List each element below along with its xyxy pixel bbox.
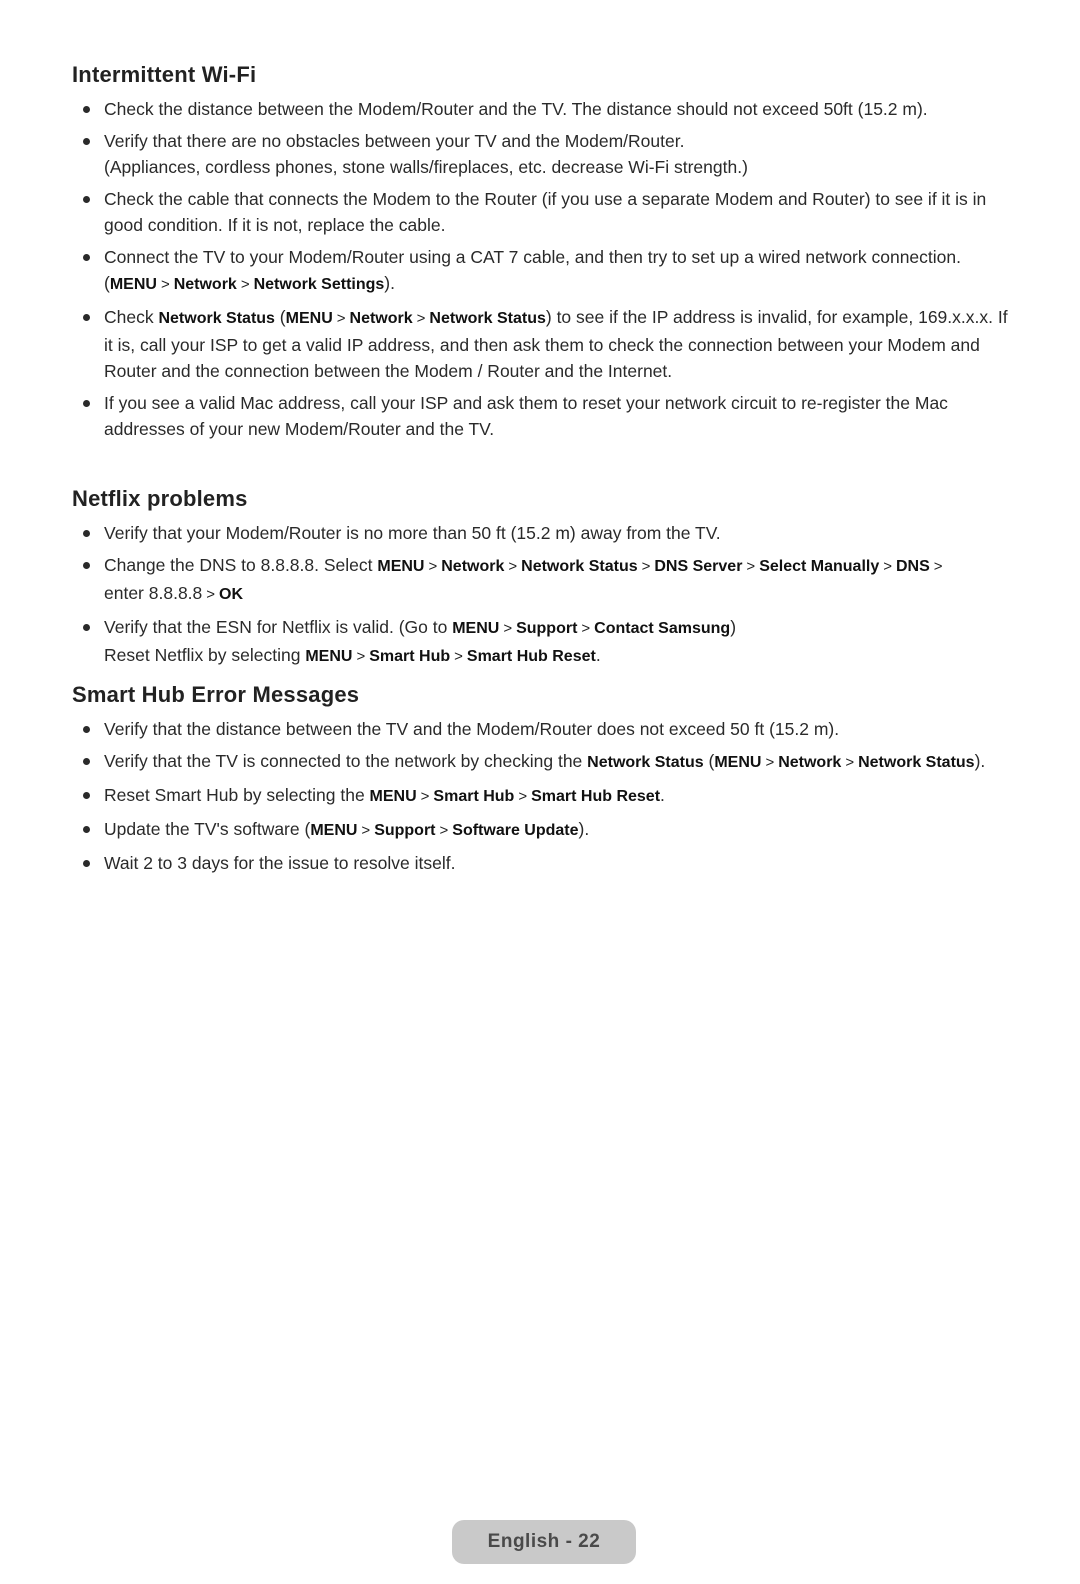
chevron-right-icon: > xyxy=(439,822,449,839)
bullet-dot-icon xyxy=(83,314,90,321)
bullet-dot-icon xyxy=(83,792,90,799)
list-item: If you see a valid Mac address, call your ISP and ask them to reset your network circuit to re-register the Mac addresses of your new Modem/Router and the TV. xyxy=(72,390,1012,442)
list-item: Update the TV's software (MENU > Support > Software Update). xyxy=(72,816,1012,844)
chevron-right-icon: > xyxy=(845,754,855,771)
bullet-dot-icon xyxy=(83,860,90,867)
chevron-right-icon: > xyxy=(206,586,216,603)
menu-path-item: MENU xyxy=(285,310,333,327)
bullet-dot-icon xyxy=(83,826,90,833)
menu-path-item: Smart Hub Reset xyxy=(466,648,596,665)
heading-smart-hub-errors: Smart Hub Error Messages xyxy=(72,682,360,707)
menu-path-item: Network Status xyxy=(429,310,546,327)
menu-path-item: Network xyxy=(173,276,237,293)
heading-intermittent-wifi: Intermittent Wi-Fi xyxy=(72,62,257,87)
menu-path-item: Support xyxy=(516,620,578,637)
menu-path-item: MENU xyxy=(377,558,425,575)
menu-path-item: MENU xyxy=(310,822,358,839)
chevron-right-icon: > xyxy=(356,648,366,665)
smarthub-bullet-list xyxy=(72,716,1012,876)
chevron-right-icon: > xyxy=(428,558,438,575)
list-item: Verify that your Modem/Router is no more than 50 ft (15.2 m) away from the TV. xyxy=(72,520,1012,546)
menu-path-item: MENU xyxy=(369,788,417,805)
bullet-dot-icon xyxy=(83,530,90,537)
bullet-dot-icon xyxy=(83,196,90,203)
menu-path-item: MENU xyxy=(305,648,353,665)
menu-path-item: Network Status xyxy=(521,558,638,575)
chevron-right-icon: > xyxy=(503,620,513,637)
menu-path-item: DNS Server xyxy=(654,558,743,575)
list-item: Check the cable that connects the Modem to the Router (if you use a separate Modem and Router) to see if it is in good condition. If it is not, replace the cable. xyxy=(72,186,1012,238)
heading-netflix-problems: Netflix problems xyxy=(72,486,248,511)
chevron-right-icon: > xyxy=(765,754,775,771)
menu-path-item: Network Settings xyxy=(253,276,385,293)
page-number-badge xyxy=(452,1520,636,1564)
bullet-dot-icon xyxy=(83,106,90,113)
chevron-right-icon: > xyxy=(416,310,426,327)
menu-path-item: Software Update xyxy=(452,822,579,839)
list-item: Check the distance between the Modem/Router and the TV. The distance should not exceed 50ft (15.2 m). xyxy=(72,96,1012,122)
menu-path-item: MENU xyxy=(452,620,500,637)
chevron-right-icon: > xyxy=(641,558,651,575)
menu-path-item: OK xyxy=(219,586,244,603)
chevron-right-icon: > xyxy=(420,788,430,805)
page-number-label: English - 22 xyxy=(487,1531,601,1552)
chevron-right-icon: > xyxy=(240,276,250,293)
chevron-right-icon: > xyxy=(746,558,756,575)
list-item: Check Network Status (MENU > Network > Network Status) to see if the IP address is invalid, for example, 169.x.x.x. If it is, call your ISP to get a valid IP address, and then ask them to check the connection between your Modem and Router and the connection between the Modem / Router and the Internet. xyxy=(72,304,1012,384)
bullet-dot-icon xyxy=(83,624,90,631)
chevron-right-icon: > xyxy=(454,648,463,665)
menu-path-item: Network Status xyxy=(158,310,275,327)
chevron-right-icon: > xyxy=(883,558,892,575)
menu-path-item: Smart Hub xyxy=(369,648,451,665)
bullet-dot-icon xyxy=(83,562,90,569)
menu-path-item: Smart Hub Reset xyxy=(531,788,661,805)
netflix-bullet-list xyxy=(72,520,1012,670)
menu-path-item: Network xyxy=(349,310,413,327)
section-smart-hub-errors xyxy=(72,680,1012,876)
chevron-right-icon: > xyxy=(933,558,943,575)
wifi-bullet-list xyxy=(72,96,1012,442)
list-item: Change the DNS to 8.8.8.8. Select MENU > Network > Network Status > DNS Server > Select Manually > DNS > enter 8.8.8.8 > OK xyxy=(72,552,1012,608)
list-item: Verify that the TV is connected to the network by checking the Network Status (MENU > Network > Network Status). xyxy=(72,748,1012,776)
menu-path-item: Select Manually xyxy=(759,558,880,575)
bullet-dot-icon xyxy=(83,400,90,407)
menu-path-item: Network xyxy=(441,558,505,575)
chevron-right-icon: > xyxy=(581,620,591,637)
chevron-right-icon: > xyxy=(336,310,346,327)
menu-path-item: Network Status xyxy=(858,754,975,771)
section-intermittent-wifi xyxy=(72,60,1012,442)
menu-path-item: Support xyxy=(374,822,436,839)
chevron-right-icon: > xyxy=(508,558,518,575)
bullet-dot-icon xyxy=(83,758,90,765)
list-item: Connect the TV to your Modem/Router using a CAT 7 cable, and then try to set up a wired network connection. (MENU > Network > Network Settings). xyxy=(72,244,1012,298)
list-item: Reset Smart Hub by selecting the MENU > Smart Hub > Smart Hub Reset. xyxy=(72,782,1012,810)
chevron-right-icon: > xyxy=(518,788,528,805)
menu-path-item: Smart Hub xyxy=(433,788,515,805)
list-item: Verify that the ESN for Netflix is valid. (Go to MENU > Support > Contact Samsung) Reset Netflix by selecting MENU > Smart Hub > Smart Hub Reset. xyxy=(72,614,1012,670)
menu-path-item: DNS xyxy=(896,558,930,575)
section-netflix-problems xyxy=(72,484,1012,670)
list-item: Wait 2 to 3 days for the issue to resolve itself. xyxy=(72,850,1012,876)
bullet-dot-icon xyxy=(83,726,90,733)
list-item: Verify that the distance between the TV and the Modem/Router does not exceed 50 ft (15.2 m). xyxy=(72,716,1012,742)
list-item: Verify that there are no obstacles between your TV and the Modem/Router. (Appliances, cordless phones, stone walls/fireplaces, etc. decrease Wi-Fi strength.) xyxy=(72,128,1012,180)
menu-path-item: Contact Samsung xyxy=(594,620,731,637)
menu-path-item: Network Status xyxy=(587,754,704,771)
chevron-right-icon: > xyxy=(361,822,371,839)
menu-path-item: MENU xyxy=(109,276,157,293)
menu-path-item: Network xyxy=(778,754,842,771)
menu-path-item: MENU xyxy=(714,754,762,771)
bullet-dot-icon xyxy=(83,254,90,261)
bullet-dot-icon xyxy=(83,138,90,145)
chevron-right-icon: > xyxy=(160,276,170,293)
